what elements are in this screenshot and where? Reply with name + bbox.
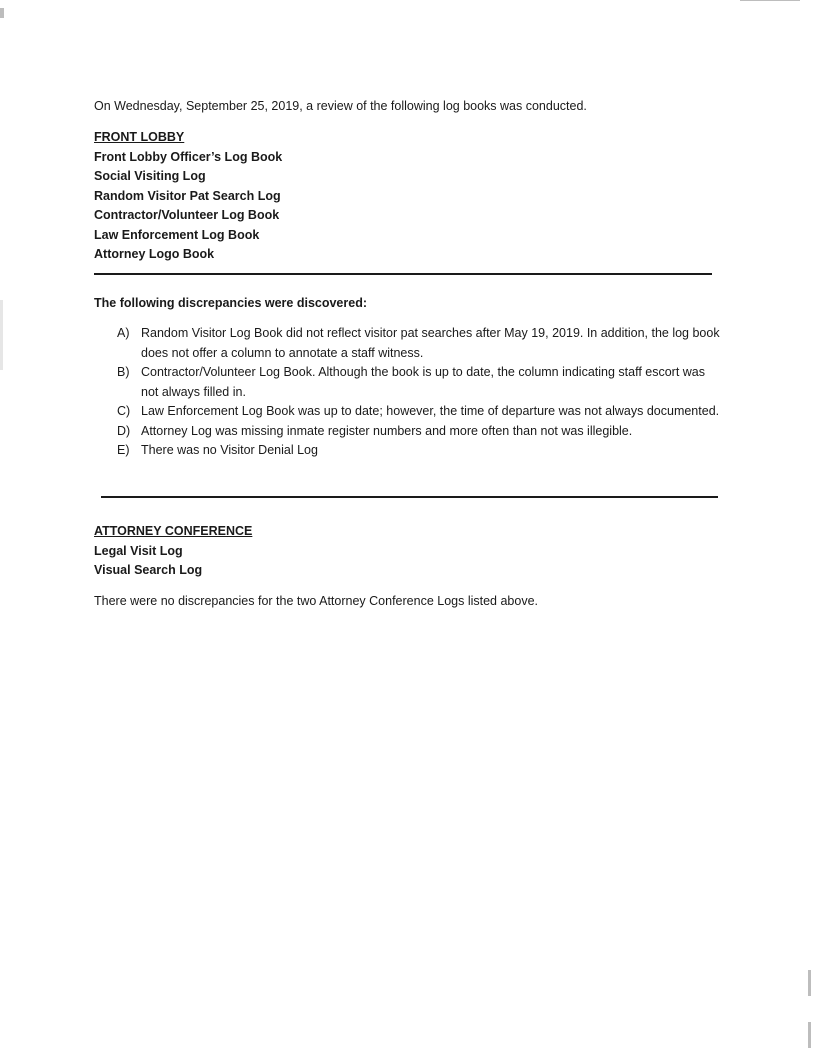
scan-artifact <box>740 0 800 1</box>
discrepancy-text: Attorney Log was missing inmate register numbers and more often than not was illegible. <box>141 423 633 438</box>
discrepancy-text: There was no Visitor Denial Log <box>141 443 318 457</box>
scan-artifact <box>808 970 811 996</box>
discrepancy-text: Contractor/Volunteer Log Book. Although the book is up to date, the column indicating staff escort was not always filled in. <box>141 365 706 399</box>
attorney-conference-log-item: Visual Search Log <box>94 563 203 577</box>
discrepancies-list <box>117 324 725 461</box>
front-lobby-log-item: Law Enforcement Log Book <box>94 227 260 242</box>
front-lobby-log-item: Social Visiting Log <box>94 169 206 183</box>
scan-artifact <box>0 8 4 18</box>
discrepancy-text: Random Visitor Log Book did not reflect visitor pat searches after May 19, 2019. In addition, the log book does not offer a column to annotate a staff witness. <box>141 326 720 360</box>
discrepancy-letter: C) <box>117 404 131 418</box>
front-lobby-log-item: Front Lobby Officer’s Log Book <box>94 149 283 164</box>
discrepancies-heading: The following discrepancies were discovered: <box>94 296 367 310</box>
attorney-conference-log-item: Legal Visit Log <box>94 543 183 558</box>
front-lobby-log-item: Random Visitor Pat Search Log <box>94 188 281 203</box>
discrepancy-letter: D) <box>117 423 131 438</box>
scan-artifact <box>808 1022 811 1048</box>
front-lobby-log-item: Attorney Logo Book <box>94 247 215 261</box>
discrepancy-item <box>117 363 725 402</box>
discrepancy-letter: A) <box>117 326 130 340</box>
front-lobby-heading: FRONT LOBBY <box>94 130 185 144</box>
discrepancy-item <box>117 402 725 422</box>
intro-paragraph: On Wednesday, September 25, 2019, a review of the following log books was conducted. <box>94 99 587 113</box>
discrepancy-letter: E) <box>117 443 130 457</box>
front-lobby-section <box>94 128 282 265</box>
discrepancy-item <box>117 324 725 363</box>
section-divider <box>94 273 712 275</box>
discrepancy-letter: B) <box>117 365 130 379</box>
attorney-conference-heading: ATTORNEY CONFERENCE <box>94 524 253 538</box>
discrepancy-item <box>117 422 725 442</box>
scan-artifact <box>0 300 3 370</box>
closing-paragraph: There were no discrepancies for the two Attorney Conference Logs listed above. <box>94 594 539 608</box>
discrepancy-text: Law Enforcement Log Book was up to date; however, the time of departure was not always documented. <box>141 404 720 418</box>
section-divider <box>101 496 718 498</box>
attorney-conference-section <box>94 522 252 581</box>
discrepancy-item <box>117 441 725 461</box>
front-lobby-log-item: Contractor/Volunteer Log Book <box>94 208 280 222</box>
